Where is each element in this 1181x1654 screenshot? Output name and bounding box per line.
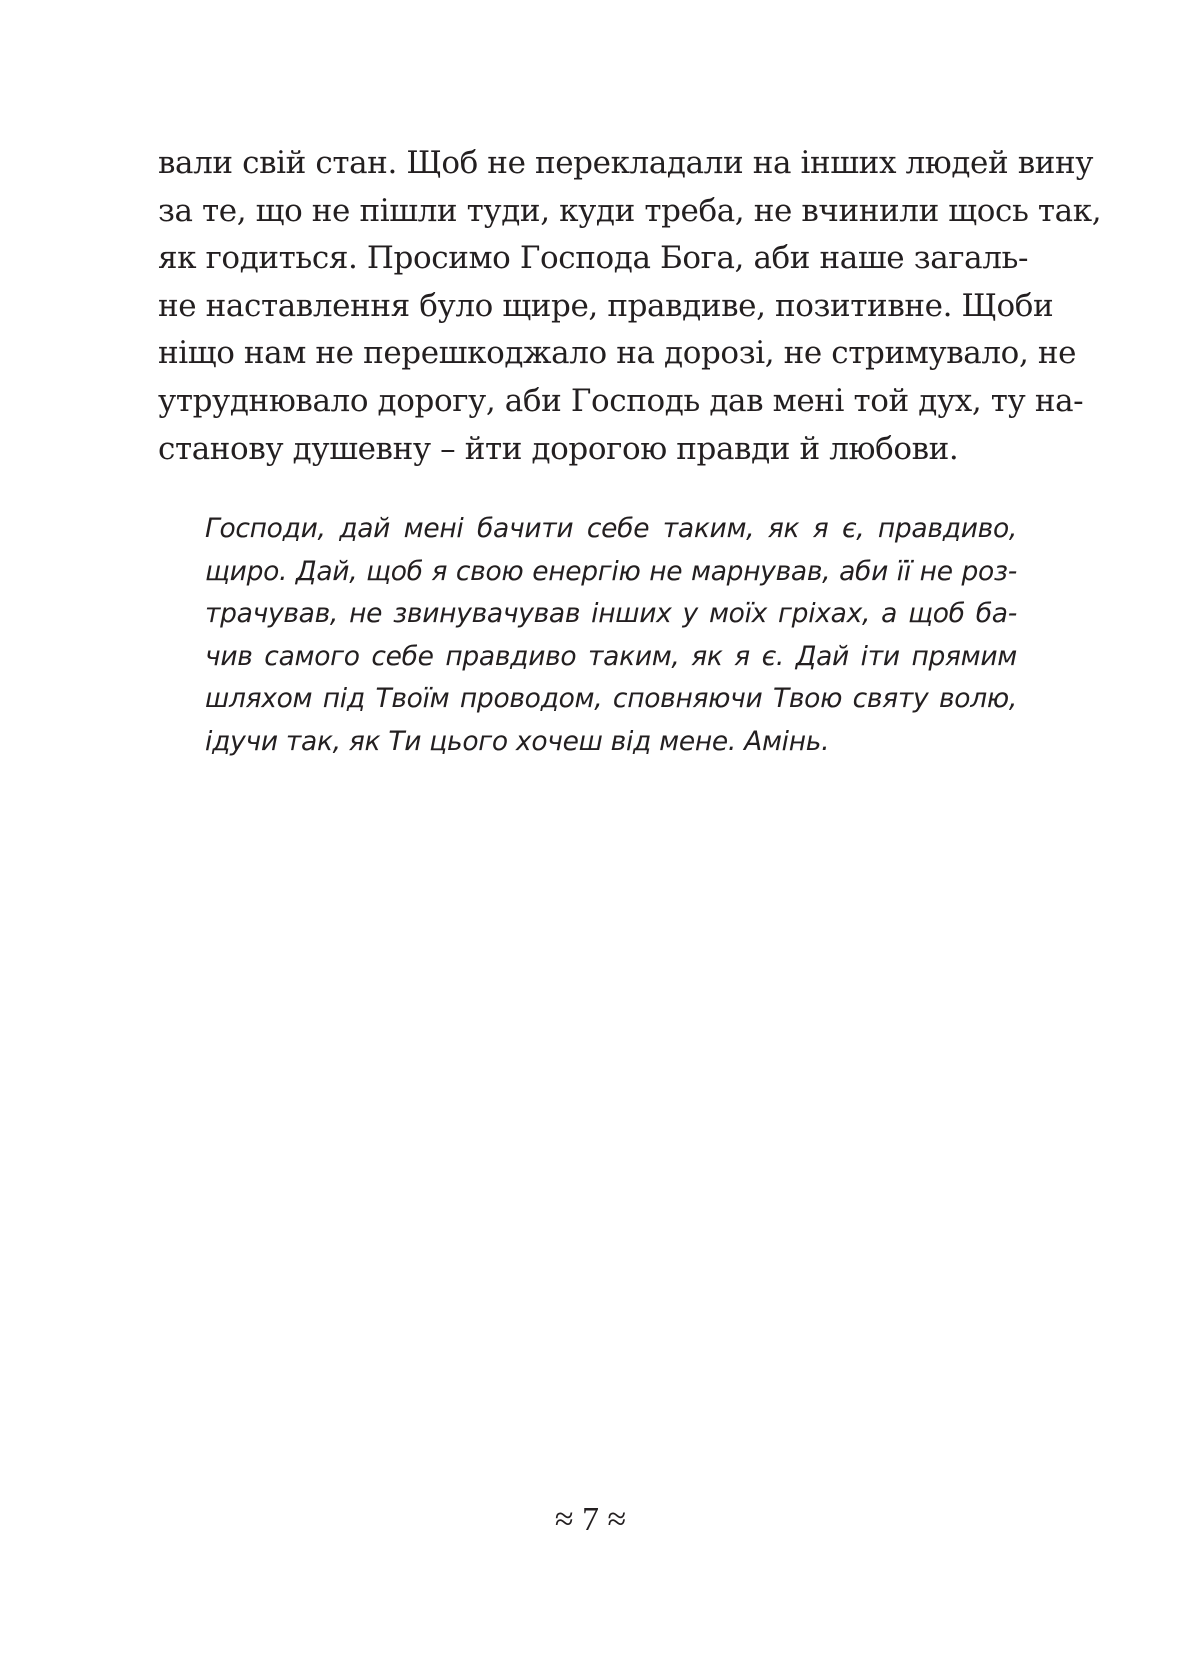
prayer-line: щиро. Дай, щоб я свою енергію не марнував, аби її не роз- [205, 555, 1017, 587]
prayer-line: чив самого себе правдиво таким, як я є. Дай іти прямим [205, 640, 1017, 672]
page-number: ≈ 7 ≈ [554, 1501, 627, 1538]
body-line: ніщо нам не перешкоджало на дорозі, не стримувало, не [158, 335, 1077, 372]
body-paragraph [158, 140, 1102, 473]
body-line: за те, що не пішли туди, куди треба, не вчинили щось так, [158, 192, 1102, 229]
body-line: не наставлення було щире, правдиве, позитивне. Щоби [158, 287, 1054, 324]
prayer-line: Господи, дай мені бачити себе таким, як я є, правдиво, [205, 513, 1017, 544]
prayer-line: ідучи так, як Ти цього хочеш від мене. Амінь. [205, 725, 830, 757]
body-line: станову душевну – йти дорогою правди й любови. [158, 430, 959, 467]
body-line: як годиться. Просимо Господа Бога, аби наше загаль- [158, 240, 1029, 277]
body-line: вали свій стан. Щоб не перекладали на інших людей вину [158, 145, 1094, 181]
prayer-line: трачував, не звинувачував інших у моїх гріхах, а щоб ба- [205, 598, 1017, 629]
prayer-paragraph [205, 508, 1017, 763]
prayer-line: шляхом під Твоїм проводом, сповняючи Твою святу волю, [205, 683, 1017, 714]
body-line: утруднювало дорогу, аби Господь дав мені той дух, ту на- [158, 382, 1084, 419]
